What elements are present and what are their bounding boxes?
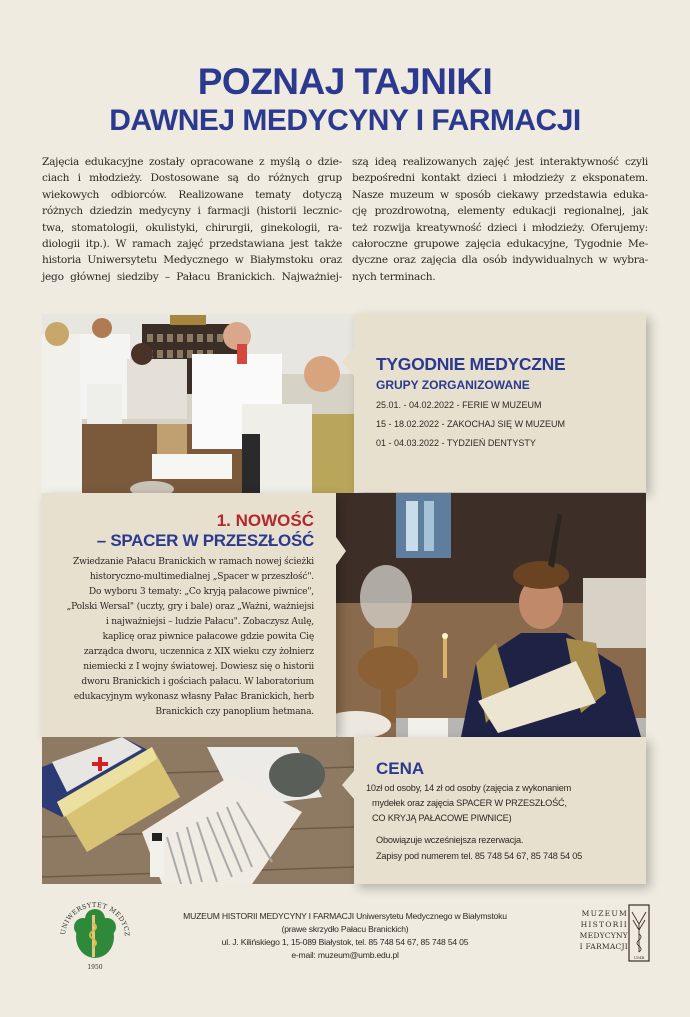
event-item: 15 - 18.02.2022 - ZAKOCHAJ SIĘ W MUZEUM [376,419,566,429]
price-title: CENA [376,759,425,778]
novelty-line: zarządca dworu, uczennica z XIX wieku czy żołnierz [83,647,314,657]
novelty-subtitle: – SPACER W PRZESZŁOŚĆ [96,531,314,550]
intro-line: Nasze muzeum w sposób ciekawy przedstawia eduka- [352,188,648,201]
price-line: 10zł od osoby, 14 zł od osoby (zajęcia z wykonaniem [366,783,572,793]
price-line: CO KRYJĄ PAŁACOWE PIWNICE) [372,813,512,823]
museum-logo [560,904,650,964]
seal-ring-text: UNIWERSYTET MEDYCZ [59,900,132,938]
novelty-line: edukacyjnym wykonasz własny Pałac Branickich, herb [73,692,314,702]
intro-line: cję prozdrowotną, elementy edukacji regionalnej, jak [352,205,648,218]
novelty-line: „Polski Wersal" (uczty, gry i bale) oraz „Ważni, ważniejsi [66,602,314,612]
intro-line: różnych dziedzin medycyny i farmacji (historii lecznic- [42,205,342,218]
medical-weeks-title: TYGODNIE MEDYCZNE [376,354,566,374]
intro-line: ciach i młodzieży. Dostosowane są do różnych grup [42,172,342,185]
event-item: 01 - 04.03.2022 - TYDZIEŃ DENTYSTY [376,438,536,448]
page-subtitle: DAWNEJ MEDYCYNY I FARMACJI [109,104,581,137]
intro-line: twa, stomatologii, okulistyki, chirurgii, ginekologii, ra- [42,221,342,234]
museum-logo-mark: UMB [633,955,645,960]
novelty-line: niemiecki z I wojny światowej. Dowiesz się o historii [83,662,314,672]
tree-staff-icon [628,904,650,962]
intro-column-left [42,154,342,285]
footer-location: (prawe skrzydło Pałacu Branickich) [281,924,409,934]
intro-line: Zajęcia edukacyjne zostały opracowane z myślą o dzie- [42,156,342,168]
lab-scene-illustration [42,314,354,493]
seal-year: 1950 [87,964,103,971]
novelty-line: Zwiedzanie Pałacu Branickich w ramach nowej ścieżki [73,557,314,567]
footer-email[interactable]: e-mail: muzeum@umb.edu.pl [291,950,399,960]
museum-logo-line: MEDYCYNY [579,931,628,940]
museum-logo-line: HISTORII [580,920,628,929]
intro-line: wiekowych odbiorców. Realizowane tematy dotyczą [42,188,342,201]
price-line: mydełek oraz zajęcia SPACER W PRZESZŁOŚĆ, [372,798,567,808]
intro-line: też rozwija kreatywność dzieci i młodzieży. Oferujemy: [352,221,648,234]
medical-weeks-panel [354,314,646,492]
intro-line: szą ideą realizowanych zajęć jest interaktywność czyli [352,156,648,168]
price-panel [354,737,646,884]
instruments-scene-illustration [42,737,354,884]
intro-line: bezpośredni kontakt dzieci i młodzieży z eksponatem. [352,172,648,185]
phone-note: Zapisy pod numerem tel. 85 748 54 67, 85 748 54 05 [376,851,583,861]
intro-column-right [352,154,648,285]
novelty-line: i najważniejsi – ludzie Pałacu". Zobaczysz Aulę, [105,617,314,627]
novelty-description [54,555,314,720]
intro-line: jego głównej siedziby – Pałacu Branickich. Najważniej- [42,270,342,283]
footer-address: ul. J. Kilińskiego 1, 15-089 Białystok, tel. 85 748 54 67, 85 748 54 05 [221,937,469,947]
costume-scene-illustration [336,493,646,737]
intro-line: całoroczne grupowe zajęcia edukacyjne, Tygodnie Me- [352,238,648,251]
novelty-line: Do wyboru 3 tematy: „Co kryją pałacowe piwnice", [88,587,314,597]
novelty-line: Branickich czy panoplium hetmana. [155,707,314,717]
medical-weeks-subtitle: GRUPY ZORGANIZOWANE [376,378,530,392]
footer-contact [140,910,550,962]
intro-line: diologii itp.). W ramach zajęć przedstawiana jest także [42,238,342,251]
intro-line: nych terminach. [352,270,436,283]
page-title: POZNAJ TAJNIKI [197,61,493,102]
photo-surgical-instruments [42,737,354,884]
photo-nobleman-reading [336,493,646,737]
novelty-line: dworu Branickich i gościach pałacu. W laboratorium [81,677,314,687]
intro-line: dyczne oraz zajęcia dla osób indywidualnych w wybra- [352,254,648,267]
museum-logo-line: MUZEUM [581,909,628,918]
novelty-panel [42,493,336,737]
university-logo [55,897,135,973]
museum-logo-line: I FARMACJI [579,942,628,951]
novelty-line: historyczno-multimedialnej „Spacer w przeszłość". [89,572,314,582]
event-item: 25.01. - 04.02.2022 - FERIE W MUZEUM [376,400,542,410]
university-seal-icon [55,897,135,973]
novelty-title: 1. NOWOŚĆ [216,511,314,530]
photo-lab-microscopes [42,314,354,493]
novelty-line: kaplicę oraz piwnice pałacowe gdzie powita Cię [102,632,314,642]
footer-museum-name: MUZEUM HISTORII MEDYCYNY I FARMACJI Uniwersytetu Medycznego w Białymstoku [183,911,507,921]
intro-line: historia Uniwersytetu Medycznego w Białymstoku oraz [42,254,342,267]
reservation-note: Obowiązuje wcześniejsza rezerwacja. [376,835,524,845]
